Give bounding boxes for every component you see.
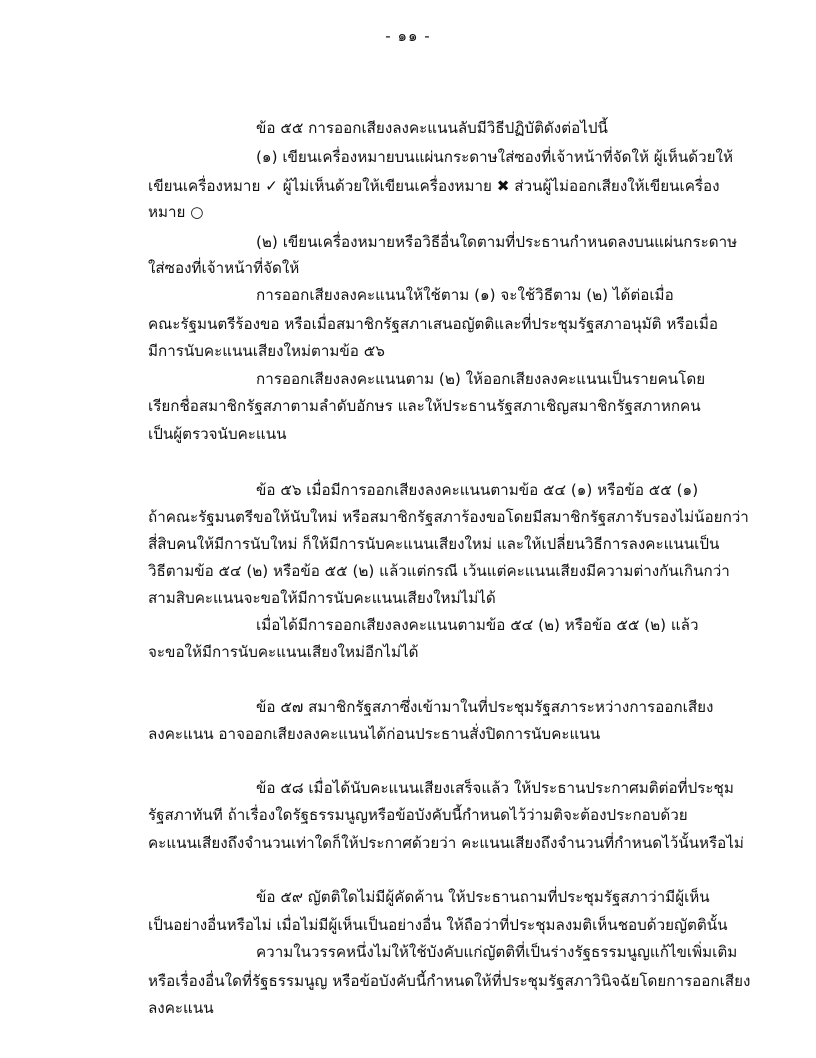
- clause-59-heading: ข้อ ๕๙ ญัตติใดไม่มีผู้คัดค้าน ให้ประธานถามที่ประชุมรัฐสภาว่ามีผู้เห็น: [256, 888, 710, 906]
- clause-55-heading: ข้อ ๕๕ การออกเสียงลงคะแนนลับมีวิธีปฏิบัติดังต่อไปนี้: [256, 119, 608, 137]
- clause-55-para-3-line-2: เรียกชื่อสมาชิกรัฐสภาตามลำดับอักษร และให้ประธานรัฐสภาเชิญสมาชิกรัฐสภาหกคน: [148, 397, 701, 415]
- clause-56-heading: ข้อ ๕๖ เมื่อมีการออกเสียงลงคะแนนตามข้อ ๕๔ (๑) หรือข้อ ๕๕ (๑): [256, 481, 699, 499]
- clause-55-para-2-line-3: มีการนับคะแนนเสียงใหม่ตามข้อ ๕๖: [148, 342, 385, 360]
- clause-55-para-3-line-3: เป็นผู้ตรวจนับคะแนน: [148, 425, 287, 443]
- clause-58-heading: ข้อ ๕๘ เมื่อได้นับคะแนนเสียงเสร็จแล้ว ให้ประธานประกาศมติต่อที่ประชุม: [256, 779, 734, 797]
- clause-58-line-2: รัฐสภาทันที ถ้าเรื่องใดรัฐธรรมนูญหรือข้อบังคับนี้กำหนดไว้ว่ามติจะต้องประกอบด้วย: [148, 806, 688, 824]
- clause-55-item-2-line-1: (๒) เขียนเครื่องหมายหรือวิธีอื่นใดตามที่ประธานกำหนดลงบนแผ่นกระดาษ: [256, 233, 738, 251]
- clause-59-para-2-line-2: หรือเรื่องอื่นใดที่รัฐธรรมนูญ หรือข้อบังคับนี้กำหนดให้ที่ประชุมรัฐสภาวินิจฉัยโดยการออกเสียง: [148, 972, 751, 990]
- clause-58-line-3: คะแนนเสียงถึงจำนวนเท่าใดก็ให้ประกาศด้วยว่า คะแนนเสียงถึงจำนวนที่กำหนดไว้นั้นหรือไม่: [148, 834, 744, 852]
- clause-56-line-4: วิธีตามข้อ ๕๔ (๒) หรือข้อ ๕๕ (๒) แล้วแต่กรณี เว้นแต่คะแนนเสียงมีความต่างกันเกินกว่า: [148, 562, 730, 580]
- clause-57-heading: ข้อ ๕๗ สมาชิกรัฐสภาซึ่งเข้ามาในที่ประชุมรัฐสภาระหว่างการออกเสียง: [256, 698, 714, 716]
- clause-55-item-1-line-2: เขียนเครื่องหมาย ✓ ผู้ไม่เห็นด้วยให้เขียนเครื่องหมาย ✖ ส่วนผู้ไม่ออกเสียงให้เขียนเครื่อง: [148, 177, 720, 195]
- clause-55-item-1-line-1: (๑) เขียนเครื่องหมายบนแผ่นกระดาษใส่ซองที่เจ้าหน้าที่จัดให้ ผู้เห็นด้วยให้: [256, 148, 733, 166]
- clause-59-para-2-line-1: ความในวรรคหนึ่งไม่ให้ใช้บังคับแก่ญัตติที่เป็นร่างรัฐธรรมนูญแก้ไขเพิ่มเติม: [256, 943, 738, 961]
- clause-56-line-2: ถ้าคณะรัฐมนตรีขอให้นับใหม่ หรือสมาชิกรัฐสภาร้องขอโดยมีสมาชิกรัฐสภารับรองไม่น้อยกว่า: [148, 508, 749, 526]
- clause-59-para-2-line-3: ลงคะแนน: [148, 999, 214, 1017]
- page-number: - ๑๑ -: [385, 27, 431, 45]
- clause-56-para-2-line-2: จะขอให้มีการนับคะแนนเสียงใหม่อีกไม่ได้: [148, 643, 419, 661]
- clause-55-item-1-line-3: หมาย ○: [148, 203, 204, 221]
- clause-56-line-5: สามสิบคะแนนจะขอให้มีการนับคะแนนเสียงใหม่ไม่ได้: [148, 589, 496, 607]
- clause-56-para-2-line-1: เมื่อได้มีการออกเสียงลงคะแนนตามข้อ ๕๔ (๒) หรือข้อ ๕๕ (๒) แล้ว: [256, 616, 699, 634]
- clause-57-line-2: ลงคะแนน อาจออกเสียงลงคะแนนได้ก่อนประธานสั่งปิดการนับคะแนน: [148, 725, 601, 743]
- clause-59-line-2: เป็นอย่างอื่นหรือไม่ เมื่อไม่มีผู้เห็นเป็นอย่างอื่น ให้ถือว่าที่ประชุมลงมติเห็นชอบด้วยญัตตินั้น: [148, 916, 728, 934]
- clause-55-para-2-line-2: คณะรัฐมนตรีร้องขอ หรือเมื่อสมาชิกรัฐสภาเสนอญัตติและที่ประชุมรัฐสภาอนุมัติ หรือเมื่อ: [148, 315, 718, 333]
- clause-56-line-3: สี่สิบคนให้มีการนับใหม่ ก็ให้มีการนับคะแนนเสียงใหม่ และให้เปลี่ยนวิธีการลงคะแนนเป็น: [148, 535, 720, 553]
- clause-55-para-2-line-1: การออกเสียงลงคะแนนให้ใช้ตาม (๑) จะใช้วิธีตาม (๒) ได้ต่อเมื่อ: [256, 286, 674, 304]
- clause-55-item-2-line-2: ใส่ซองที่เจ้าหน้าที่จัดให้: [148, 259, 300, 277]
- clause-55-para-3-line-1: การออกเสียงลงคะแนนตาม (๒) ให้ออกเสียงลงคะแนนเป็นรายคนโดย: [256, 370, 706, 388]
